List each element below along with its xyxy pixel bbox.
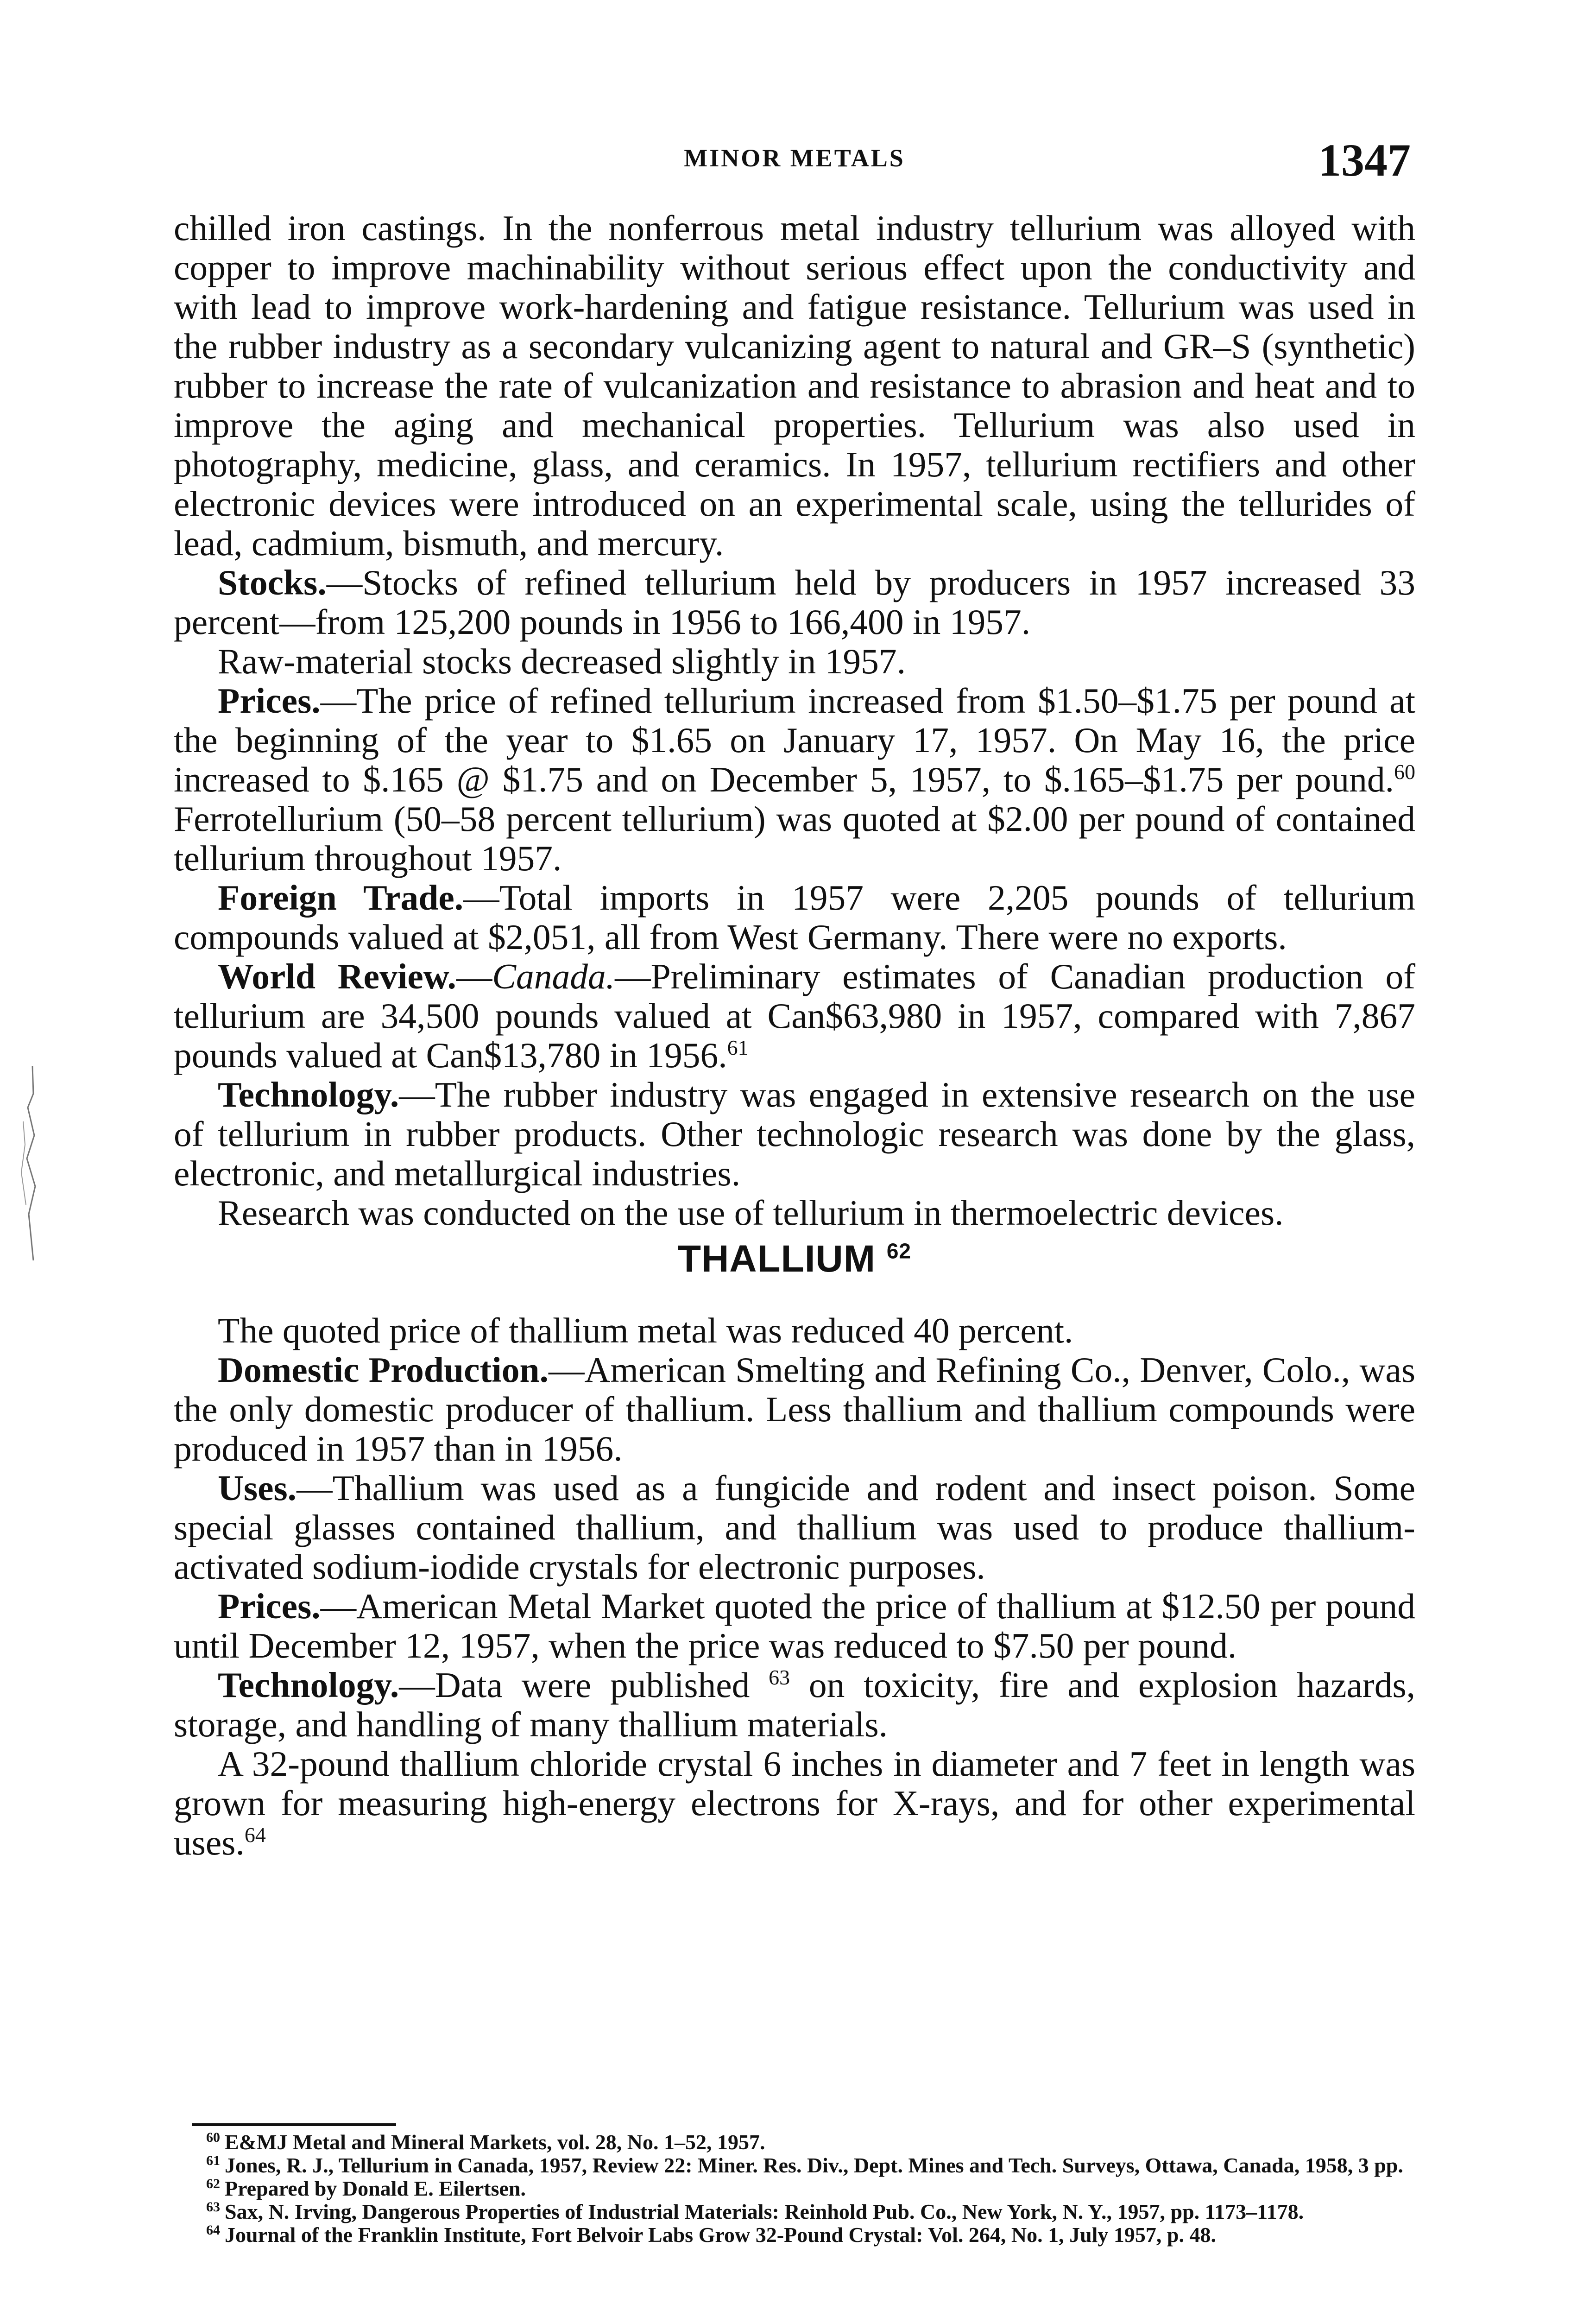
running-title: MINOR METALS <box>684 144 905 172</box>
foreign-trade-paragraph <box>174 878 1415 957</box>
stocks-paragraph <box>174 563 1415 642</box>
footnote-60 <box>183 2131 1415 2154</box>
footnote-63 <box>183 2200 1415 2223</box>
thallium-technology-text-a: —Data were published <box>399 1665 769 1705</box>
world-review-text: —Preliminary estimates of Canadian production of tellurium are 34,500 pounds valued at Can$63,980 in 1957, compared with 7,867 pounds valued at Can$13,780 in 1956. <box>174 956 1415 1075</box>
stocks-text: —Stocks of refined tellurium held by producers in 1957 increased 33 percent—from 125,200 pounds in 1956 to 166,400 in 1957. <box>174 563 1415 642</box>
tellurium-prices-paragraph <box>174 681 1415 878</box>
domestic-production-text: —American Smelting and Refining Co., Denver, Colo., was the only domestic producer of thallium. Less thallium and thallium compounds were produced in 1957 than in 1956. <box>174 1350 1415 1469</box>
scan-edge-artifact <box>14 1066 46 1260</box>
footnote-62 <box>183 2177 1415 2200</box>
tellurium-prices-text-a: —The price of refined tellurium increased from $1.50–$1.75 per pound at the beginning of the year to $1.65 on January 17, 1957. On May 16, the price increased to $.165 @ $1.75 and on December 5, 1957, to $.165–$1.75 per pound. <box>174 681 1415 799</box>
research-paragraph: Research was conducted on the use of tellurium in thermoelectric devices. <box>218 1193 1284 1233</box>
crystal-paragraph <box>174 1744 1415 1862</box>
thallium-technology-text-b: on toxicity, fire and explosion hazards, storage, and handling of many thallium materials. <box>174 1665 1415 1744</box>
footnote-text: Sax, N. Irving, Dangerous Properties of Industrial Materials: Reinhold Pub. Co., New York, N. Y., 1957, pp. 1173–1178. <box>225 2200 1304 2223</box>
thallium-uses-heading: Uses. <box>218 1468 297 1508</box>
world-review-heading: World Review. <box>218 956 456 996</box>
footnote-mark: 63 <box>206 2199 220 2215</box>
tellurium-prices-text-b: Ferrotellurium (50–58 percent tellurium) was quoted at $2.00 per pound of contained tellurium throughout 1957. <box>174 799 1415 878</box>
tellurium-technology-heading: Technology. <box>218 1075 399 1114</box>
footnote-mark: 61 <box>206 2152 220 2168</box>
world-review-country: Canada. <box>492 956 615 996</box>
thallium-section-heading <box>174 1239 1415 1279</box>
domestic-production-heading: Domestic Production. <box>218 1350 549 1390</box>
crystal-text: A 32-pound thallium chloride crystal 6 inches in diameter and 7 feet in length was grown for measuring high-energy electrons for X-rays, and for other experimental uses. <box>174 1744 1415 1862</box>
tellurium-prices-heading: Prices. <box>218 681 321 721</box>
footnote-text: Prepared by Donald E. Eilertsen. <box>225 2177 526 2200</box>
footnote-mark: 60 <box>206 2129 220 2145</box>
thallium-intro-paragraph: The quoted price of thallium metal was reduced 40 percent. <box>218 1310 1073 1350</box>
footnote-text: Journal of the Franklin Institute, Fort Belvoir Labs Grow 32-Pound Crystal: Vol. 264, No. 1, July 1957, p. 48. <box>225 2223 1217 2247</box>
thallium-prices-paragraph <box>174 1587 1415 1665</box>
thallium-technology-paragraph <box>174 1665 1415 1744</box>
tellurium-uses-paragraph: chilled iron castings. In the nonferrous metal industry tellurium was alloyed with copper to improve machinability without serious effect upon the conductivity and with lead to improve work-hardening and fatigue resistance. Tellurium was used in the rubber industry as a secondary vulcanizing agent to natural and GR–S (synthetic) rubber to increase the rate of vulcanization and resistance to abrasion and heat and to improve the aging and mechanical properties. Tellurium was also used in photography, medicine, glass, and ceramics. In 1957, tellurium rectifiers and other electronic devices were introduced on an experimental scale, using the tellurides of lead, cadmium, bismuth, and mercury. <box>174 208 1415 563</box>
footnotes <box>183 2131 1415 2247</box>
footnote-text: Jones, R. J., Tellurium in Canada, 1957, Review 22: Miner. Res. Div., Dept. Mines and Tech. Surveys, Ottawa, Canada, 1958, 3 pp. <box>225 2153 1403 2177</box>
footnote-rule <box>192 2123 396 2126</box>
footnote-ref-62: 62 <box>886 1239 911 1263</box>
raw-material-paragraph: Raw-material stocks decreased slightly in 1957. <box>218 641 906 681</box>
footnote-ref-63: 63 <box>769 1665 790 1690</box>
foreign-trade-text: —Total imports in 1957 were 2,205 pounds of tellurium compounds valued at $2,051, all from West Germany. There were no exports. <box>174 878 1415 957</box>
tellurium-technology-text: —The rubber industry was engaged in extensive research on the use of tellurium in rubber products. Other technologic research was done by the glass, electronic, and metallurgical industries. <box>174 1075 1415 1193</box>
thallium-heading-text: THALLIUM <box>678 1238 876 1280</box>
stocks-heading: Stocks. <box>218 563 327 602</box>
footnote-64 <box>183 2223 1415 2247</box>
footnote-text: E&MJ Metal and Mineral Markets, vol. 28, No. 1–52, 1957. <box>225 2130 765 2154</box>
page-number: 1347 <box>1318 134 1411 186</box>
foreign-trade-heading: Foreign Trade. <box>218 878 464 918</box>
tellurium-technology-paragraph <box>174 1075 1415 1193</box>
thallium-technology-heading: Technology. <box>218 1665 399 1705</box>
domestic-production-paragraph <box>174 1350 1415 1469</box>
footnote-mark: 62 <box>206 2176 220 2191</box>
thallium-prices-heading: Prices. <box>218 1586 321 1626</box>
footnote-ref-61: 61 <box>727 1036 749 1060</box>
footnote-61 <box>183 2154 1415 2177</box>
world-review-paragraph: World Review.—Canada.—Preliminary estimates of Canadian production of tellurium are 34,500 pounds valued at Can$63,980 in 1957, compared with 7,867 pounds valued at Can$13,780 in 1956.61 <box>174 956 1415 1075</box>
footnote-ref-64: 64 <box>244 1823 266 1847</box>
thallium-prices-text: —American Metal Market quoted the price of thallium at $12.50 per pound until December 12, 1957, when the price was reduced to $7.50 per pound. <box>174 1586 1415 1665</box>
body-text <box>174 209 1415 1862</box>
thallium-uses-paragraph <box>174 1469 1415 1587</box>
footnote-mark: 64 <box>206 2222 220 2238</box>
footnote-ref-60: 60 <box>1394 760 1415 784</box>
running-head <box>178 134 1411 190</box>
thallium-uses-text: —Thallium was used as a fungicide and rodent and insect poison. Some special glasses contained thallium, and thallium was used to produce thallium-activated sodium-iodide crystals for electronic purposes. <box>174 1468 1415 1587</box>
